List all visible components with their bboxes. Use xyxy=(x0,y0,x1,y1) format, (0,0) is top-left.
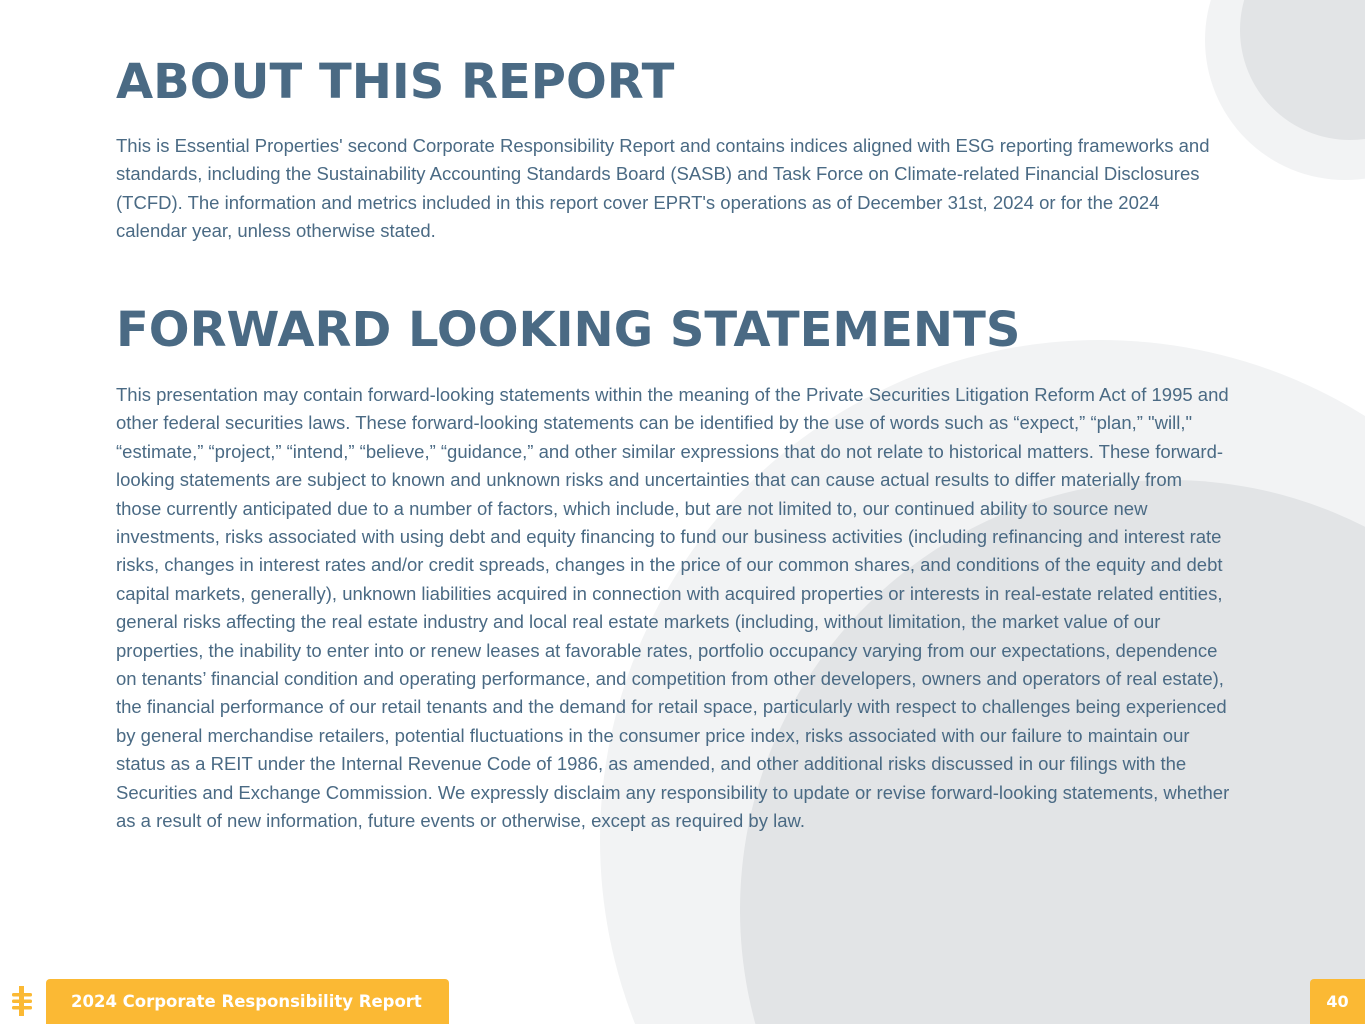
forward-looking-heading: FORWARD LOOKING STATEMENTS xyxy=(116,302,1021,358)
report-title-label: 2024 Corporate Responsibility Report xyxy=(71,992,422,1011)
forward-looking-paragraph: This presentation may contain forward-looking statements within the meaning of the Private Securities Litigation Reform Act of 1995 and other federal securities laws. These forward-looking statements can be identified by the use of words such as “expect,” “plan,” "will," “estimate,” “project,” “intend,” “believe,” “guidance,” and other similar expressions that do not relate to historical matters. These forward-looking statements are subject to known and unknown risks and uncertainties that can cause actual results to differ materially from those currently anticipated due to a number of factors, which include, but are not limited to, our continued ability to source new investments, risks associated with using debt and equity financing to fund our business activities (including refinancing and interest rate risks, changes in interest rates and/or credit spreads, changes in the price of our common shares, and conditions of the equity and debt capital markets, generally), unknown liabilities acquired in connection with acquired properties or interests in real-estate related entities, general risks affecting the real estate industry and local real estate markets (including, without limitation, the market value of our properties, the inability to enter into or renew leases at favorable rates, portfolio occupancy varying from our expectations, dependence on tenants’ financial condition and operating performance, and competition from other developers, owners and operators of real estate), the financial performance of our retail tenants and the demand for retail space, particularly with respect to challenges being experienced by general merchandise retailers, potential fluctuations in the consumer price index, risks associated with our failure to maintain our status as a REIT under the Internal Revenue Code of 1986, as amended, and other additional risks discussed in our filings with the Securities and Exchange Commission. We expressly disclaim any responsibility to update or revise forward-looking statements, whether as a result of new information, future events or otherwise, except as required by law. xyxy=(116,384,1230,832)
about-heading: ABOUT THIS REPORT xyxy=(116,54,675,110)
company-logo-icon xyxy=(10,986,34,1016)
report-title-tab xyxy=(46,979,449,1024)
page-number: 40 xyxy=(1310,979,1365,1024)
about-paragraph: This is Essential Properties' second Corporate Responsibility Report and contains indices aligned with ESG reporting frameworks and standards, including the Sustainability Accounting Standards Board (SASB) and Task Force on Climate-related Financial Disclosures (TCFD). The information and metrics included in this report cover EPRT's operations as of December 31st, 2024 or for the 2024 calendar year, unless otherwise stated. xyxy=(116,135,1210,242)
